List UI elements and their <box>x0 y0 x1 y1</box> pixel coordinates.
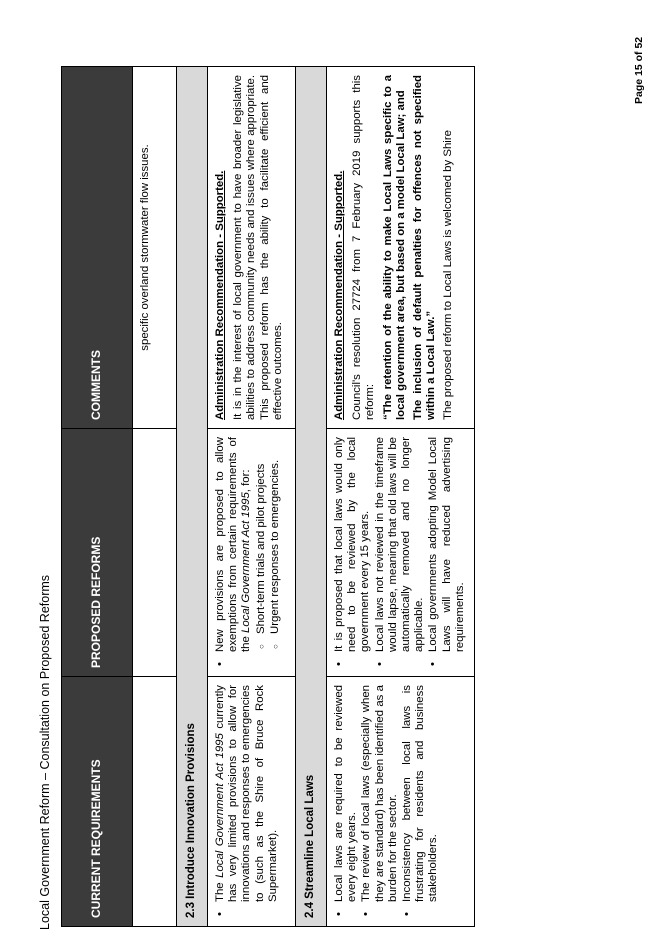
list-item: • Local laws not reviewed in the timeframe would lapse, meaning that old laws will be automatically removed and no longer applicable. <box>374 437 427 652</box>
column-header-comments: COMMENTS <box>62 67 133 429</box>
sub-list-item: ○ Short-term trials and pilot projects <box>255 437 268 634</box>
cell-current-2-3 <box>208 677 296 927</box>
rotated-page-content <box>61 67 630 927</box>
cell-proposed-2-3 <box>208 429 296 677</box>
list-item: • The review of local laws (especially when they are standard) has been identified as a burden for the sector. <box>360 685 400 902</box>
table-row-continued <box>133 67 177 927</box>
recommendation-heading: Administration Recommendation - Supported. <box>214 170 226 420</box>
table-header-row <box>62 67 133 927</box>
comment-quote: The inclusion of default penalties for offences not specified within a Local Law.” <box>412 75 438 420</box>
section-title: 2.3 Introduce Innovation Provisions <box>177 67 208 927</box>
cell-empty <box>133 429 177 677</box>
list-item: • Inconsistency between local laws is frustrating for residents and business stakeholders. <box>401 685 441 902</box>
section-row-2-3 <box>177 67 208 927</box>
page-number: Page 15 of 52 <box>633 36 645 104</box>
table-row-2-3 <box>208 67 296 927</box>
sub-list-item: ○ Urgent responses to emergencies. <box>269 437 282 634</box>
comment-text: It is in the interest of local government to have broader legislative abilities to address community needs and issues where appropriate. This proposed reform has the ability to facilitate efficient and effective outcomes. <box>232 75 284 420</box>
list-item: • Local laws are required to be reviewed every eight years. <box>333 685 359 902</box>
section-row-2-4 <box>296 67 327 927</box>
comment-text: Council's resolution 27724 from 7 February 2019 supports this reform: <box>351 75 377 420</box>
recommendation-heading: Administration Recommendation - Supported. <box>333 170 346 420</box>
list-item: • Local governments adopting Model Local Laws will have reduced advertising requirements. <box>427 437 467 652</box>
list-item: • The Local Government Act 1995 currently has very limited provisions to allow for innovations and responses to emergencies to (such as the Shire of Bruce Rock Supermarket). <box>214 685 280 902</box>
column-header-current: CURRENT REQUIREMENTS <box>62 677 133 927</box>
cell-comment-2-3 <box>208 67 296 429</box>
comment-quote: “The retention of the ability to make Local Laws specific to a local government area, but based on a model Local Law; and <box>381 75 407 420</box>
column-header-proposed: PROPOSED REFORMS <box>62 429 133 677</box>
cell-empty <box>133 677 177 927</box>
continued-comment-text: specific overland stormwater flow issues. <box>139 144 151 351</box>
table-row-2-4 <box>327 67 475 927</box>
list-item: • New provisions are proposed to allow exemptions from certain requirements of the Local Government Act 1995, for: ○ Short-term trials and pilot projects ○ Urgent responses to emergencies. <box>214 437 282 652</box>
list-item: • It is proposed that local laws would only need to be reviewed by the local government every 15 years. <box>333 437 373 652</box>
cell-current-2-4 <box>327 677 475 927</box>
comment-text: The proposed reform to Local Laws is welcomed by Shire <box>442 130 455 420</box>
cell-continued-comment <box>133 67 177 429</box>
cell-proposed-2-4 <box>327 429 475 677</box>
reforms-table <box>61 66 475 927</box>
page-header: Local Government Reform – Consultation on Proposed Reforms <box>38 574 52 930</box>
section-title: 2.4 Streamline Local Laws <box>296 67 327 927</box>
cell-comment-2-4 <box>327 67 475 429</box>
